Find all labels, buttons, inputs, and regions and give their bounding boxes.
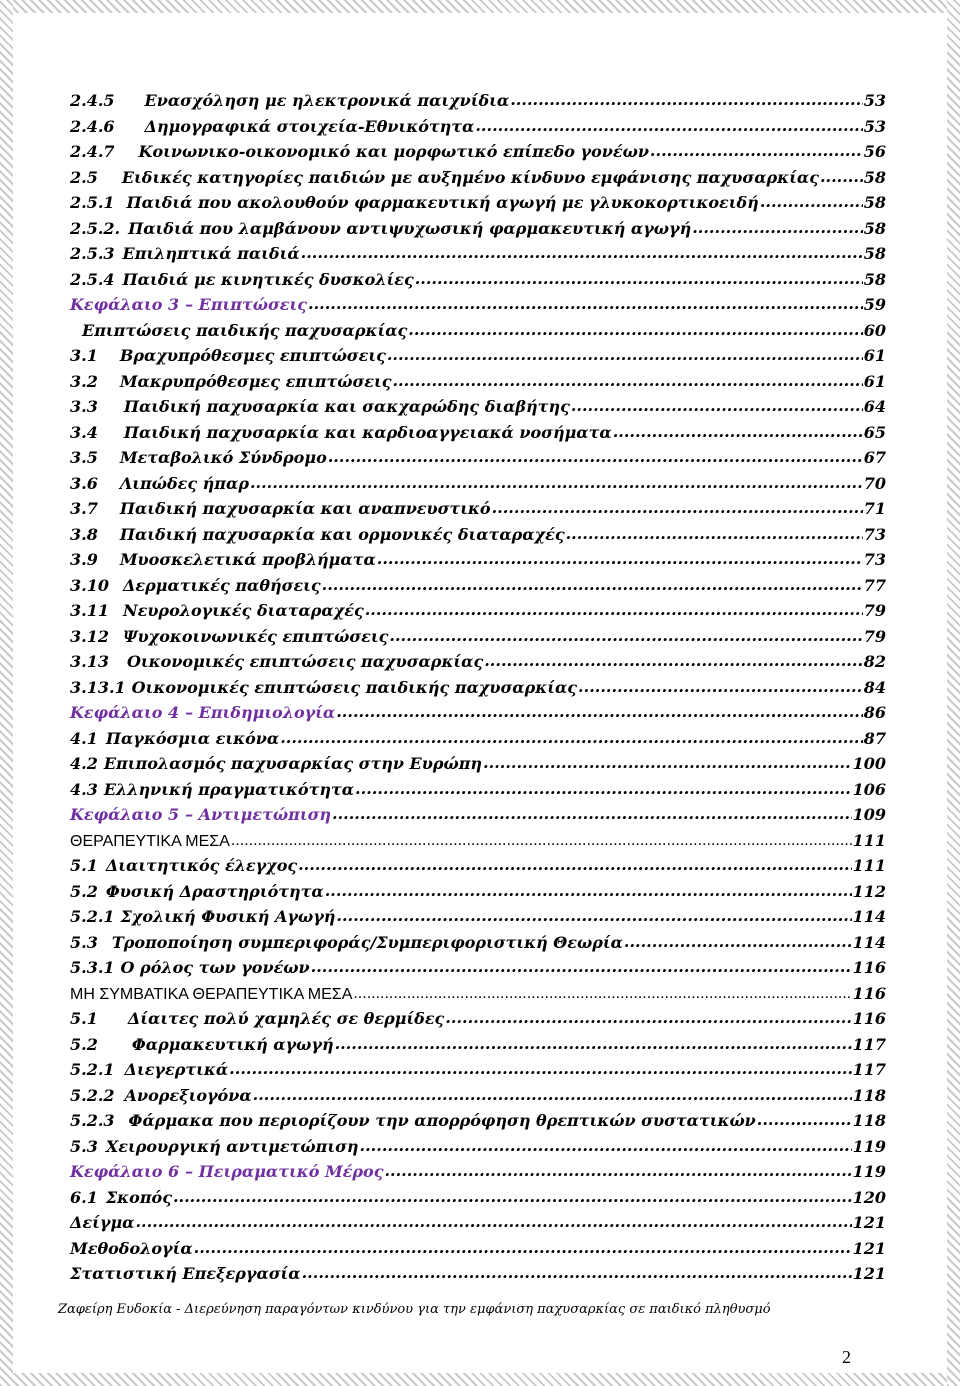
toc-entry-number: 3.6 [70,473,98,493]
toc-entry-page: 121 [852,1238,886,1258]
toc-entry-title: Λιπώδες ήπαρ [119,473,249,493]
toc-entry[interactable] [70,496,886,522]
toc-entry-title: Μυοσκελετικά προβλήματα [119,550,376,569]
toc-entry[interactable] [70,904,886,930]
toc-entry-title: Παιδική παχυσαρκία και καρδιοαγγειακά νοσήματα [123,422,612,442]
toc-entry-page: 111 [852,830,886,850]
toc-dot-leader [387,342,863,368]
toc-entry-number: 2.5.2. [70,218,121,238]
toc-entry-title: Παγκόσμια εικόνα [105,728,280,748]
footer-text: Ζαφείρη Ευδοκία - Διερεύνηση παραγόντων κινδύνου για την εμφάνιση παχυσαρκίας σε παιδικό πληθυσμό [58,1302,771,1317]
toc-dot-leader [173,1184,852,1210]
toc-entry-page: 67 [863,448,886,467]
toc-entry-page: 111 [852,856,886,875]
toc-dot-leader [325,878,852,904]
toc-entry[interactable] [70,267,886,293]
toc-entry-page: 106 [852,779,886,799]
toc-entry-title: Μακρυπρόθεσμες επιπτώσεις [119,371,392,391]
toc-entry-page: 53 [863,116,886,136]
toc-entry-title: Παιδική παχυσαρκία και αναπνευστικό [119,499,491,518]
toc-dot-leader [322,572,863,598]
toc-entry-title: – Επιδημιολογία [185,703,336,722]
toc-entry[interactable] [70,445,886,471]
toc-entry-page: 79 [863,601,886,620]
toc-entry-number: 5.2.3 [70,1111,115,1130]
toc-entry[interactable] [70,700,886,726]
toc-dot-leader [389,623,862,649]
toc-entry[interactable] [70,114,886,140]
toc-entry[interactable] [70,471,886,497]
toc-entry-title: ΘΕΡΑΠΕΥΤΙΚΑ ΜΕΣΑ [70,832,230,850]
toc-entry[interactable] [70,1210,886,1236]
toc-entry-number: Κεφάλαιο 6 [70,1162,180,1181]
toc-entry-title: Βραχυπρόθεσμες επιπτώσεις [119,346,386,365]
toc-dot-leader [353,981,851,1007]
toc-entry-title: Δερματικές παθήσεις [122,575,321,595]
toc-dot-leader [336,903,851,929]
toc-entry-number: 5.2 [70,881,98,901]
toc-entry-title: Επιληπτικά παιδιά [122,244,300,263]
toc-entry-page: 118 [852,1111,886,1130]
toc-entry[interactable] [70,318,886,344]
toc-dot-leader [298,852,851,878]
toc-dot-leader [280,725,863,751]
toc-dot-leader [566,521,863,547]
toc-entry-number: 3.7 [70,499,98,518]
toc-entry-title: Ψυχοκοινωνικές επιπτώσεις [122,626,389,646]
toc-dot-leader [336,699,863,725]
toc-entry-title: Παιδιά που ακολουθούν φαρμακευτική αγωγή με γλυκοκορτικοειδή [126,193,759,212]
toc-entry-number: 5.2.1 [70,1060,115,1079]
toc-entry-title: Στατιστική Επεξεργασία [70,1264,301,1283]
toc-entry-title: Δίαιτες πολύ χαμηλές σε θερμίδες [127,1009,445,1028]
toc-entry[interactable] [70,1134,886,1160]
toc-entry-page: 58 [863,244,886,263]
toc-entry-title: Επιπτώσεις παιδικής παχυσαρκίας [82,320,408,340]
toc-dot-leader [613,419,863,445]
toc-entry[interactable] [70,369,886,395]
toc-dot-leader [308,291,863,317]
toc-entry-page: 109 [852,805,886,824]
page-number: 2 [842,1347,851,1367]
toc-dot-leader [475,113,862,139]
toc-entry-page: 112 [852,881,886,901]
toc-entry-page: 58 [863,269,886,289]
toc-entry-title: – Πειραματικό Μέρος [185,1162,384,1181]
toc-entry[interactable] [70,343,886,369]
toc-entry-number: 3.9 [70,550,98,569]
toc-entry-page: 116 [852,983,886,1003]
toc-entry-page: 117 [852,1060,886,1079]
toc-entry-title: Ενασχόληση με ηλεκτρονικά παιχνίδια [144,91,510,110]
toc-entry-number: 2.5 [70,167,98,187]
toc-entry[interactable] [70,930,886,956]
toc-entry-page: 121 [852,1264,886,1283]
toc-entry-title: Σκοπός [105,1187,172,1207]
toc-entry-page: 100 [852,754,886,773]
toc-entry-page: 56 [863,142,886,161]
toc-entry-title: Φάρμακα που περιορίζουν την απορρόφηση θρεπτικών συστατικών [128,1111,756,1130]
page-border-bottom [0,1373,960,1386]
toc-entry-number: 5.2.1 [70,907,115,926]
toc-entry[interactable] [70,165,886,191]
toc-entry-title: – Αντιμετώπιση [185,805,331,824]
toc-entry-number: Κεφάλαιο 3 [70,295,180,314]
toc-entry-number: 2.5.4 [70,269,115,289]
toc-entry-number: 3.4 [70,422,98,442]
toc-dot-leader [492,495,863,521]
toc-entry[interactable] [70,1185,886,1211]
toc-entry[interactable] [70,1108,886,1134]
toc-dot-leader [335,1031,852,1057]
toc-entry[interactable] [70,777,886,803]
toc-entry-page: 114 [852,932,886,952]
toc-entry[interactable] [70,1083,886,1109]
page-border-right [947,0,960,1386]
toc-entry-page: 77 [863,575,886,595]
toc-entry-title: ΜΗ ΣΥΜΒΑΤΙΚΑ ΘΕΡΑΠΕΥΤΙΚΑ ΜΕΣΑ [70,985,353,1003]
toc-entry-title: Παιδιά που λαμβάνουν αντιψυχωσική φαρμακευτική αγωγή [128,218,692,238]
toc-entry-number: 3.13 [70,652,109,671]
toc-entry-title: Φυσική Δραστηριότητα [105,881,324,901]
toc-entry-page: 116 [852,958,886,977]
toc-entry-number: 5.3 [70,1136,98,1156]
toc-dot-leader [510,87,863,113]
toc-entry-title: – Επιπτώσεις [185,295,308,314]
toc-dot-leader [377,546,863,572]
toc-entry-page: 58 [863,218,886,238]
toc-entry-number: 5.2 [70,1034,98,1054]
toc-entry-title: Παιδική παχυσαρκία και σακχαρώδης διαβήτης [123,397,570,416]
toc-entry-number: 3.3 [70,397,98,416]
toc-entry[interactable] [70,573,886,599]
toc-entry[interactable] [70,420,886,446]
toc-entry[interactable] [70,726,886,752]
toc-entry[interactable] [70,1159,886,1185]
toc-dot-leader [624,929,852,955]
toc-entry-number: 2.5.1 [70,193,115,212]
toc-entry-number: 4.2 [70,754,98,773]
toc-entry-page: 84 [863,677,886,697]
toc-dot-leader [571,393,863,419]
toc-entry-page: 61 [863,371,886,391]
toc-entry[interactable] [70,828,886,854]
toc-entry-number: 3.12 [70,626,109,646]
toc-dot-leader [301,240,863,266]
toc-entry-page: 70 [863,473,886,493]
toc-entry[interactable] [70,1006,886,1032]
toc-entry-title: Τροποποίηση συμπεριφοράς/Συμπεριφοριστική Θεωρία [111,932,623,952]
toc-entry-number: 2.5.3 [70,244,115,263]
toc-entry-page: 86 [863,703,886,722]
toc-entry-number: 3.13.1 [70,677,126,697]
toc-entry-title: Ανορεξιογόνα [124,1085,252,1105]
toc-entry[interactable] [70,675,886,701]
toc-entry-number: 3.8 [70,524,98,544]
toc-entry-page: 58 [863,167,886,187]
toc-entry-number: 5.2.2 [70,1085,115,1105]
toc-entry-title: Ειδικές κατηγορίες παιδιών με αυξημένο κίνδυνο εμφάνισης παχυσαρκίας [121,167,819,187]
toc-entry-title: Οικονομικές επιπτώσεις παιδικής παχυσαρκίας [131,677,578,697]
toc-dot-leader [408,317,862,343]
toc-dot-leader [332,801,852,827]
toc-dot-leader [250,470,863,496]
toc-entry[interactable] [70,649,886,675]
toc-entry-page: 53 [863,91,886,110]
toc-entry-page: 118 [852,1085,886,1105]
toc-entry[interactable] [70,853,886,879]
toc-entry-number: 5.3 [70,932,98,952]
toc-entry-number: 4.1 [70,728,98,748]
toc-entry-title: Διεγερτικά [124,1060,229,1079]
toc-entry-title: Φαρμακευτική αγωγή [131,1034,334,1054]
toc-entry[interactable] [70,1032,886,1058]
toc-dot-leader [311,954,852,980]
toc-dot-leader [194,1235,852,1261]
toc-entry[interactable] [70,547,886,573]
toc-entry-title: Παιδική παχυσαρκία και ορμονικές διαταραχές [119,524,565,544]
toc-entry-page: 121 [852,1213,886,1232]
toc-entry-number: 4.3 [70,779,98,799]
toc-entry-title: Επιπολασμός παχυσαρκίας στην Ευρώπη [103,754,483,773]
toc-dot-leader [253,1082,852,1108]
toc-dot-leader [384,1158,851,1184]
toc-entry-title: Νευρολογικές διαταραχές [122,601,364,620]
toc-entry-title: Μεθοδολογία [70,1238,193,1258]
toc-entry[interactable] [70,292,886,318]
toc-entry-number: 5.1 [70,856,98,875]
toc-entry-title: Οικονομικές επιπτώσεις παχυσαρκίας [126,652,484,671]
toc-entry-page: 73 [863,524,886,544]
toc-dot-leader [302,1260,852,1286]
toc-entry[interactable] [70,624,886,650]
toc-entry-title: Παιδιά με κινητικές δυσκολίες [122,269,414,289]
toc-entry[interactable] [70,216,886,242]
toc-entry-page: 79 [863,626,886,646]
toc-entry[interactable] [70,190,886,216]
toc-entry-page: 120 [852,1187,886,1207]
toc-entry[interactable] [70,1057,886,1083]
toc-entry[interactable] [70,955,886,981]
toc-entry[interactable] [70,802,886,828]
toc-entry-number: 3.5 [70,448,98,467]
toc-entry-page: 64 [863,397,886,416]
toc-dot-leader [135,1209,851,1235]
toc-entry[interactable] [70,1261,886,1287]
toc-entry[interactable] [70,879,886,905]
toc-entry-number: 3.11 [70,601,109,620]
toc-entry-page: 116 [852,1009,886,1028]
toc-entry-page: 119 [852,1136,886,1156]
toc-entry-number: 3.10 [70,575,109,595]
toc-entry-title: Ο ρόλος των γονέων [120,958,310,977]
toc-dot-leader [365,597,863,623]
toc-entry-number: 2.4.7 [70,142,115,161]
toc-entry-page: 61 [863,346,886,365]
page-border-top [0,0,960,13]
page-border-left [0,0,13,1386]
toc-entry-title: Ελληνική πραγματικότητα [103,779,355,799]
toc-entry[interactable] [70,1236,886,1262]
toc-entry-page: 82 [863,652,886,671]
toc-entry-page: 114 [852,907,886,926]
toc-entry-title: Σχολική Φυσική Αγωγή [120,907,336,926]
toc-entry-number: Κεφάλαιο 4 [70,703,180,722]
toc-dot-leader [229,1056,851,1082]
toc-dot-leader [445,1005,851,1031]
toc-entry-number: 5.3.1 [70,958,115,977]
toc-dot-leader [484,648,863,674]
toc-dot-leader [760,189,863,215]
toc-entry-number: 2.4.6 [70,116,115,136]
toc-entry[interactable] [70,241,886,267]
toc-entry-number: 6.1 [70,1187,98,1207]
toc-entry-page: 59 [863,295,886,314]
toc-entry-title: Δείγμα [70,1213,135,1232]
toc-dot-leader [355,776,852,802]
toc-entry-page: 65 [863,422,886,442]
toc-dot-leader [392,368,862,394]
toc-entry-title: Διαιτητικός έλεγχος [105,856,298,875]
toc-entry-number: 5.1 [70,1009,98,1028]
toc-entry-number: 3.2 [70,371,98,391]
toc-entry-title: Κοινωνικο-οικονομικό και μορφωτικό επίπεδο γονέων [138,142,649,161]
toc-entry-page: 117 [852,1034,886,1054]
toc-dot-leader [360,1133,852,1159]
table-of-contents [70,88,886,1287]
toc-dot-leader [820,164,863,190]
toc-entry[interactable] [70,522,886,548]
toc-entry-number: 3.1 [70,346,98,365]
toc-entry-number: 2.4.5 [70,91,115,110]
toc-entry-page: 119 [852,1162,886,1181]
toc-entry-title: Δημογραφικά στοιχεία-Εθνικότητα [144,116,475,136]
toc-dot-leader [415,266,863,292]
toc-dot-leader [650,138,863,164]
toc-entry[interactable] [70,751,886,777]
toc-entry-page: 71 [863,499,886,518]
toc-entry-page: 58 [863,193,886,212]
toc-entry-page: 60 [863,320,886,340]
toc-dot-leader [578,674,863,700]
toc-entry[interactable] [70,394,886,420]
toc-entry-page: 87 [863,728,886,748]
toc-entry[interactable] [70,139,886,165]
toc-dot-leader [483,750,852,776]
toc-entry[interactable] [70,981,886,1007]
toc-dot-leader [757,1107,852,1133]
toc-dot-leader [692,215,863,241]
toc-dot-leader [231,828,852,854]
toc-entry[interactable] [70,88,886,114]
toc-entry-title: Μεταβολικό Σύνδρομο [119,448,327,467]
toc-dot-leader [328,444,863,470]
toc-entry-number: Κεφάλαιο 5 [70,805,180,824]
toc-entry[interactable] [70,598,886,624]
toc-entry-title: Χειρουργική αντιμετώπιση [105,1136,359,1156]
toc-entry-page: 73 [863,550,886,569]
